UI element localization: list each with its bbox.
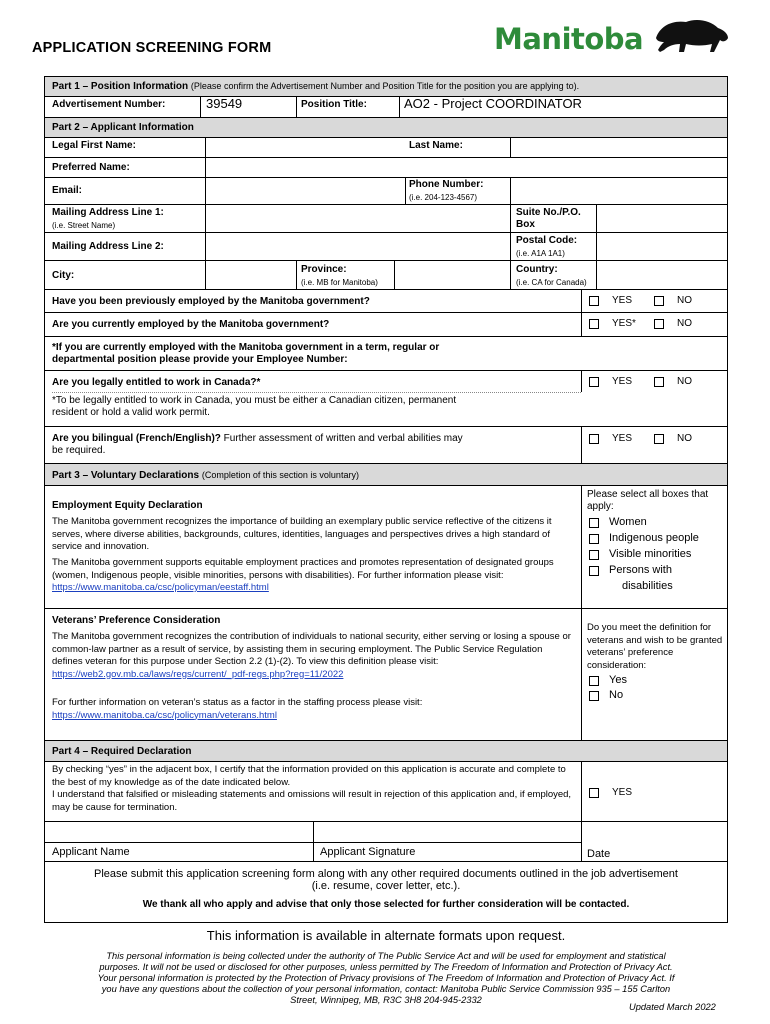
- suite-label-1: Suite No./P.O.: [516, 207, 581, 218]
- country-label: Country:: [516, 264, 558, 275]
- email-label: Email:: [52, 185, 83, 196]
- ad-number-value[interactable]: 39549: [206, 96, 243, 111]
- veterans-policy-link[interactable]: https://www.manitoba.ca/csc/policyman/veterans.html: [52, 709, 277, 721]
- manitoba-logo: [494, 16, 734, 60]
- veterans-title: Veterans’ Preference Consideration: [52, 615, 221, 626]
- veterans-no-label: No: [609, 689, 624, 701]
- part1-heading: Part 1 – Position Information: [52, 81, 189, 92]
- ee-women-label: Women: [609, 516, 647, 528]
- entitled-note-line2: resident or hold a valid work permit.: [52, 407, 210, 418]
- q-previously-employed: Have you been previously employed by the Manitoba government?: [52, 296, 370, 307]
- part3-note: (Completion of this section is voluntary): [201, 470, 359, 480]
- bilingual-yes-label: YES: [612, 433, 633, 444]
- entitled-yes-checkbox[interactable]: [589, 377, 599, 387]
- part4-heading: Part 4 – Required Declaration: [52, 746, 192, 757]
- ee-visible-minorities-label: Visible minorities: [609, 548, 692, 560]
- declaration-yes-checkbox[interactable]: [589, 788, 599, 798]
- privacy-line-4: you have any questions about the collection of your personal information, contact: Manitoba Public Service Commission 935 – 155 Carlton: [101, 984, 671, 994]
- preferred-name-label: Preferred Name:: [52, 162, 130, 173]
- veterans-yes-checkbox[interactable]: [589, 676, 599, 686]
- position-title-value[interactable]: AO2 - Project COORDINATOR: [404, 96, 582, 111]
- ee-title: Employment Equity Declaration: [52, 500, 203, 511]
- veterans-no-checkbox[interactable]: [589, 691, 599, 701]
- thank-you-note: We thank all who apply and advise that only those selected for further consideration will be contacted.: [142, 899, 630, 910]
- veterans-paragraph-1: [52, 631, 574, 681]
- submit-instruction-line1: Please submit this application screening form along with any other required documents outlined in the job advertisement: [94, 868, 678, 880]
- bilingual-yes-checkbox[interactable]: [589, 434, 599, 444]
- country-hint: (i.e. CA for Canada): [516, 278, 587, 287]
- ee-women-checkbox[interactable]: [589, 518, 599, 528]
- logo-text: Manitoba: [494, 22, 644, 56]
- ad-number-label: Advertisement Number:: [52, 99, 166, 110]
- ee-instruction-line2: apply:: [587, 501, 614, 512]
- phone-number-label: Phone Number:: [409, 179, 484, 190]
- entitled-yes-label: YES: [612, 376, 633, 387]
- veterans-paragraph-1-text: The Manitoba government recognizes the contribution of individuals to national security, either serving or losing a spouse or common-law partner as a result of service, by assisting them in securing employment. The Public Service Regulation defines veteran for this purpose under Section 2.2 (1)-(2). To view this definition please visit:: [52, 631, 571, 667]
- q-legally-entitled: Are you legally entitled to work in Canada?*: [52, 377, 261, 388]
- ee-paragraph-2-text: The Manitoba government supports equitable employment practices and promotes representation of designated groups (women, Indigenous people, visible minorities, persons with disabilities). For further information please visit:: [52, 557, 554, 581]
- employee-note-line1: *If you are currently employed with the Manitoba government in a term, regular or: [52, 342, 440, 353]
- ee-visible-minorities-checkbox[interactable]: [589, 550, 599, 560]
- postal-code-label: Postal Code:: [516, 235, 578, 246]
- prev-employed-no-label: NO: [677, 295, 692, 306]
- declaration-paragraph-1: By checking “yes” in the adjacent box, I certify that the information provided on this application is accurate and complete to the best of my knowledge as of the date indicated below.: [52, 764, 566, 788]
- address2-label: Mailing Address Line 2:: [52, 241, 164, 252]
- address1-hint: (i.e. Street Name): [52, 221, 116, 230]
- q-currently-employed: Are you currently employed by the Manitoba government?: [52, 319, 330, 330]
- veterans-yes-label: Yes: [609, 674, 627, 686]
- legal-first-name-label: Legal First Name:: [52, 140, 136, 151]
- entitled-note-line1: *To be legally entitled to work in Canada, you must be either a Canadian citizen, permanent: [52, 395, 457, 406]
- prev-employed-yes-label: YES: [612, 295, 633, 306]
- q-bilingual-line2: be required.: [52, 445, 106, 456]
- province-hint: (i.e. MB for Manitoba): [301, 278, 378, 287]
- q-bilingual-rest: Further assessment of written and verbal abilities may: [220, 433, 463, 444]
- veterans-regs-link[interactable]: https://web2.gov.mb.ca/laws/regs/current/_pdf-regs.php?reg=11/2022: [52, 668, 344, 680]
- part1-note: (Please confirm the Advertisement Number and Position Title for the position you are applying to).: [190, 81, 580, 91]
- part2-heading: Part 2 – Applicant Information: [52, 122, 194, 133]
- privacy-line-5: Street, Winnipeg, MB, R3C 3H8 204-945-2332: [290, 995, 482, 1005]
- curr-employed-no-label: NO: [677, 318, 692, 329]
- ee-indigenous-label: Indigenous people: [609, 532, 699, 544]
- privacy-line-1: This personal information is being collected under the authority of The Public Service Act and will be used for employment and statistical: [106, 951, 666, 961]
- curr-employed-yes-label: YES*: [612, 318, 636, 329]
- veterans-paragraph-2: [52, 697, 574, 722]
- prev-employed-no-checkbox[interactable]: [654, 296, 664, 306]
- q-bilingual-bold: Are you bilingual (French/English)?: [52, 433, 221, 444]
- ee-indigenous-checkbox[interactable]: [589, 534, 599, 544]
- veterans-paragraph-2-text: For further information on veteran’s status as a factor in the staffing process please visit:: [52, 697, 423, 708]
- curr-employed-yes-checkbox[interactable]: [589, 319, 599, 329]
- curr-employed-no-checkbox[interactable]: [654, 319, 664, 329]
- applicant-name-label: Applicant Name: [52, 846, 130, 858]
- declaration-yes-label: YES: [612, 787, 633, 798]
- submit-instruction-line2: (i.e. resume, cover letter, etc.).: [311, 880, 461, 892]
- prev-employed-yes-checkbox[interactable]: [589, 296, 599, 306]
- ee-instruction-line1: Please select all boxes that: [587, 489, 709, 500]
- applicant-signature-label: Applicant Signature: [320, 846, 416, 858]
- bilingual-no-checkbox[interactable]: [654, 434, 664, 444]
- ee-disabilities-checkbox[interactable]: [589, 566, 599, 576]
- declaration-paragraph-2: I understand that falsified or misleading statements and omissions will result in rejection of this application and, if employed, may be cause for termination.: [52, 789, 572, 813]
- ee-disabilities-label: Persons with: [609, 564, 672, 576]
- city-label: City:: [52, 270, 75, 281]
- bison-icon: [652, 16, 732, 56]
- privacy-line-2: purposes. It will not be used or disclosed for other purposes, unless permitted by The Freedom of Information and Protection of Privacy Act.: [99, 962, 673, 972]
- address1-label: Mailing Address Line 1:: [52, 207, 164, 218]
- province-label: Province:: [301, 264, 347, 275]
- q-bilingual: [52, 433, 463, 444]
- ee-paragraph-2: [52, 557, 572, 595]
- ee-link[interactable]: https://www.manitoba.ca/csc/policyman/eestaff.html: [52, 582, 269, 593]
- privacy-line-3: Your personal information is protected by the Protection of Privacy provisions of The Freedom of Information and Protection of Privacy Act. If: [97, 973, 675, 983]
- suite-label-2: Box: [516, 219, 535, 230]
- part3-heading: Part 3 – Voluntary Declarations: [52, 470, 200, 481]
- entitled-no-checkbox[interactable]: [654, 377, 664, 387]
- position-title-label: Position Title:: [301, 99, 367, 110]
- postal-hint: (i.e. A1A 1A1): [516, 249, 565, 258]
- form-title: APPLICATION SCREENING FORM: [32, 40, 272, 56]
- veterans-question: Do you meet the definition for veterans and wish to be granted veterans’ preference consideration:: [587, 622, 723, 671]
- ee-paragraph-1: The Manitoba government recognizes the importance of building an exemplary public service reflective of the citizens it serves, where diverse abilities, backgrounds, cultures, identities, languages and perspectives drives a high standard of service and innovation.: [52, 516, 552, 552]
- phone-hint: (i.e. 204-123-4567): [409, 193, 478, 202]
- last-name-label: Last Name:: [409, 140, 463, 151]
- entitled-no-label: NO: [677, 376, 692, 387]
- ee-disabilities-label-cont: disabilities: [622, 580, 673, 592]
- bilingual-no-label: NO: [677, 433, 692, 444]
- updated-date: Updated March 2022: [629, 1002, 716, 1012]
- alternate-formats-note: This information is available in alternate formats upon request.: [206, 928, 566, 943]
- date-label: Date: [587, 848, 611, 860]
- employee-note-line2: departmental position please provide your Employee Number:: [52, 354, 348, 365]
